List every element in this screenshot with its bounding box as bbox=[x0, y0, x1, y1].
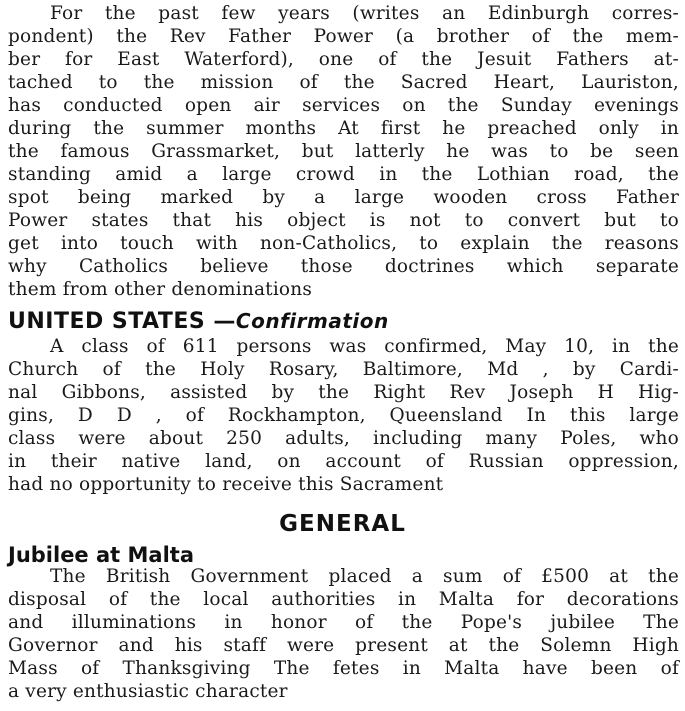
text-line: a very enthusiastic character bbox=[8, 681, 288, 702]
text-line: standing amid a large crowd in the Lothian road, the bbox=[8, 164, 679, 185]
text-line: Church of the Holy Rosary, Baltimore, Md , by Cardi- bbox=[8, 359, 679, 380]
text-line: gins, D D , of Rockhampton, Queensland In this large bbox=[8, 405, 679, 426]
general-heading: GENERAL bbox=[279, 511, 406, 537]
section-subheading: Confirmation bbox=[235, 309, 389, 333]
text-line: them from other denominations bbox=[8, 279, 313, 300]
text-line: get into touch with non-Catholics, to explain the reasons bbox=[8, 233, 679, 254]
section-heading: UNITED STATES — bbox=[8, 309, 236, 334]
united-states-heading bbox=[8, 308, 389, 335]
text-line: and illuminations in honor of the Pope's jubilee The bbox=[8, 612, 679, 633]
text-line: ber for East Waterford), one of the Jesuit Fathers at- bbox=[8, 49, 679, 70]
text-line: had no opportunity to receive this Sacrament bbox=[8, 474, 444, 495]
text-line: disposal of the local authorities in Malta for decorations bbox=[8, 589, 679, 610]
text-line: class were about 250 adults, including many Poles, who bbox=[8, 428, 679, 449]
text-line: A class of 611 persons was confirmed, May 10, in the bbox=[50, 336, 679, 357]
text-line: For the past few years (writes an Edinburgh corres- bbox=[50, 3, 679, 24]
text-line: tached to the mission of the Sacred Heart, Lauriston, bbox=[8, 72, 679, 93]
text-line: in their native land, on account of Russian oppression, bbox=[8, 451, 679, 472]
text-line: the famous Grassmarket, but latterly he was to be seen bbox=[8, 141, 679, 162]
text-line: nal Gibbons, assisted by the Right Rev Joseph H Hig- bbox=[8, 382, 679, 403]
text-line: Governor and his staff were present at the Solemn High bbox=[8, 635, 679, 656]
text-line: spot being marked by a large wooden cross Father bbox=[8, 187, 679, 208]
text-line: why Catholics believe those doctrines which separate bbox=[8, 256, 679, 277]
text-line: Power states that his object is not to convert but to bbox=[8, 210, 679, 231]
text-line: during the summer months At first he preached only in bbox=[8, 118, 679, 139]
text-line: has conducted open air services on the Sunday evenings bbox=[8, 95, 679, 116]
malta-heading: Jubilee at Malta bbox=[8, 543, 194, 567]
text-line: Mass of Thanksgiving The fetes in Malta have been of bbox=[8, 658, 679, 679]
text-line: pondent) the Rev Father Power (a brother of the mem- bbox=[8, 26, 679, 47]
text-line: The British Government placed a sum of £500 at the bbox=[50, 566, 679, 587]
